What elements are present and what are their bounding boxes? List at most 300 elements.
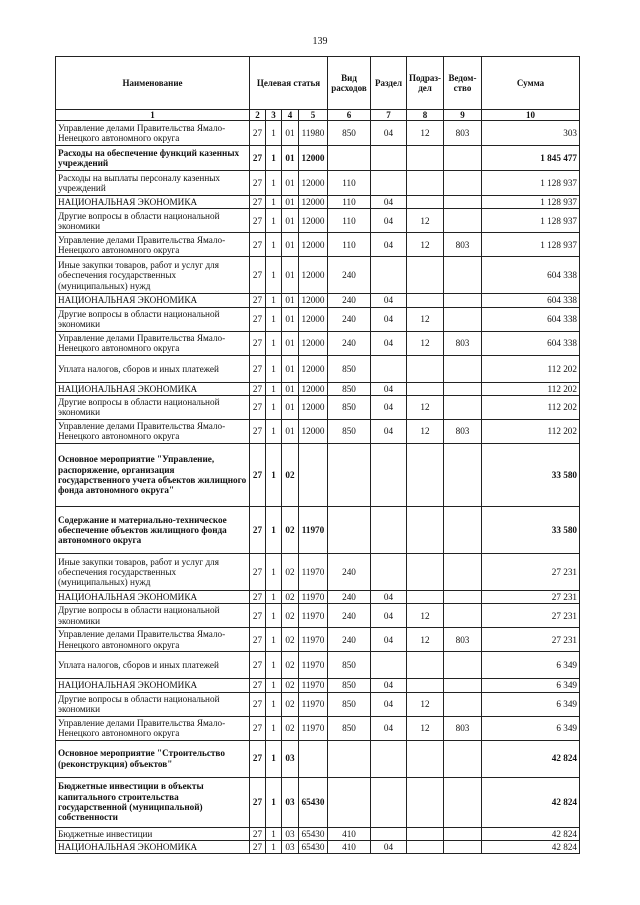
table-row <box>56 233 580 257</box>
row-cell-subprogram: 1 <box>266 257 282 294</box>
row-cell-podrazdel <box>407 553 444 590</box>
row-cell-podrazdel <box>407 840 444 853</box>
row-cell-podrazdel <box>407 196 444 209</box>
row-cell-vedomstvo <box>444 590 482 603</box>
row-cell-vedomstvo: 803 <box>444 628 482 652</box>
row-cell-vedomstvo <box>444 740 482 777</box>
row-cell-subprogram: 1 <box>266 604 282 628</box>
table-row <box>56 679 580 692</box>
row-cell-razdel <box>371 171 407 196</box>
row-cell-event: 03 <box>282 840 299 853</box>
row-cell-program: 27 <box>250 506 266 553</box>
row-name-cell: Другие вопросы в области национальной экономики <box>56 604 250 628</box>
row-cell-vedomstvo <box>444 840 482 853</box>
row-cell-direction: 12000 <box>299 382 328 395</box>
table-row <box>56 257 580 294</box>
row-cell-program: 27 <box>250 716 266 740</box>
row-cell-summa: 112 202 <box>482 382 580 395</box>
col-number: 8 <box>407 110 444 121</box>
row-cell-podrazdel <box>407 382 444 395</box>
row-cell-program: 27 <box>250 233 266 257</box>
row-cell-program: 27 <box>250 604 266 628</box>
table-row <box>56 652 580 679</box>
row-cell-razdel: 04 <box>371 419 407 443</box>
row-cell-direction: 11980 <box>299 121 328 146</box>
row-cell-direction: 12000 <box>299 171 328 196</box>
table-row <box>56 355 580 382</box>
table-row <box>56 604 580 628</box>
table-row <box>56 331 580 355</box>
table-body <box>56 121 580 854</box>
row-cell-vedomstvo: 803 <box>444 419 482 443</box>
row-cell-vedomstvo <box>444 553 482 590</box>
row-cell-vedomstvo <box>444 355 482 382</box>
row-name-cell: Основное мероприятие "Строительство (реконструкция) объектов" <box>56 740 250 777</box>
row-cell-direction: 11970 <box>299 604 328 628</box>
row-cell-vid: 240 <box>328 604 371 628</box>
row-cell-program: 27 <box>250 652 266 679</box>
row-cell-razdel <box>371 443 407 506</box>
row-cell-podrazdel: 12 <box>407 692 444 716</box>
table-row <box>56 121 580 146</box>
row-name-cell: НАЦИОНАЛЬНАЯ ЭКОНОМИКА <box>56 382 250 395</box>
row-cell-vid: 110 <box>328 171 371 196</box>
table-row <box>56 716 580 740</box>
row-cell-summa: 33 580 <box>482 506 580 553</box>
row-cell-subprogram: 1 <box>266 652 282 679</box>
row-cell-subprogram: 1 <box>266 628 282 652</box>
col-header-razdel: Раздел <box>371 57 407 110</box>
row-cell-podrazdel <box>407 257 444 294</box>
row-cell-vid: 240 <box>328 590 371 603</box>
row-cell-event: 01 <box>282 233 299 257</box>
row-cell-vedomstvo <box>444 443 482 506</box>
table-row <box>56 827 580 840</box>
row-cell-podrazdel: 12 <box>407 395 444 419</box>
row-cell-vid: 240 <box>328 331 371 355</box>
row-cell-vid <box>328 740 371 777</box>
row-cell-summa: 1 128 937 <box>482 196 580 209</box>
row-cell-direction: 65430 <box>299 840 328 853</box>
row-cell-podrazdel <box>407 740 444 777</box>
row-cell-subprogram: 1 <box>266 590 282 603</box>
row-cell-vid: 240 <box>328 628 371 652</box>
row-cell-summa: 6 349 <box>482 692 580 716</box>
row-cell-razdel: 04 <box>371 209 407 233</box>
row-cell-podrazdel <box>407 652 444 679</box>
row-name-cell: Уплата налогов, сборов и иных платежей <box>56 652 250 679</box>
row-name-cell: Другие вопросы в области национальной экономики <box>56 692 250 716</box>
row-cell-vedomstvo <box>444 171 482 196</box>
row-cell-podrazdel <box>407 590 444 603</box>
row-cell-direction: 12000 <box>299 146 328 171</box>
row-cell-vedomstvo <box>444 146 482 171</box>
col-number: 2 <box>250 110 266 121</box>
row-cell-direction: 12000 <box>299 209 328 233</box>
row-cell-program: 27 <box>250 553 266 590</box>
row-cell-program: 27 <box>250 590 266 603</box>
row-cell-vid: 240 <box>328 294 371 307</box>
row-cell-podrazdel <box>407 777 444 827</box>
row-cell-program: 27 <box>250 196 266 209</box>
col-number: 9 <box>444 110 482 121</box>
table-row <box>56 443 580 506</box>
row-cell-subprogram: 1 <box>266 679 282 692</box>
row-cell-event: 03 <box>282 777 299 827</box>
row-cell-podrazdel: 12 <box>407 716 444 740</box>
row-name-cell: Управление делами Правительства Ямало-Ненецкого автономного округа <box>56 331 250 355</box>
row-cell-podrazdel <box>407 443 444 506</box>
row-cell-razdel <box>371 553 407 590</box>
row-cell-subprogram: 1 <box>266 506 282 553</box>
table-row <box>56 628 580 652</box>
row-cell-event: 01 <box>282 121 299 146</box>
row-cell-program: 27 <box>250 827 266 840</box>
row-cell-podrazdel: 12 <box>407 331 444 355</box>
row-cell-vid: 410 <box>328 840 371 853</box>
row-cell-razdel: 04 <box>371 590 407 603</box>
row-cell-event: 02 <box>282 652 299 679</box>
row-cell-program: 27 <box>250 395 266 419</box>
row-name-cell: Управление делами Правительства Ямало-Ненецкого автономного округа <box>56 419 250 443</box>
row-cell-direction: 11970 <box>299 553 328 590</box>
table-row <box>56 307 580 331</box>
row-cell-vedomstvo <box>444 294 482 307</box>
row-cell-program: 27 <box>250 257 266 294</box>
row-cell-event: 01 <box>282 395 299 419</box>
row-cell-summa: 6 349 <box>482 716 580 740</box>
row-cell-subprogram: 1 <box>266 840 282 853</box>
row-cell-vedomstvo <box>444 307 482 331</box>
row-cell-subprogram: 1 <box>266 777 282 827</box>
row-cell-vid: 110 <box>328 196 371 209</box>
row-name-cell: Управление делами Правительства Ямало-Ненецкого автономного округа <box>56 716 250 740</box>
row-cell-podrazdel <box>407 506 444 553</box>
col-number: 4 <box>282 110 299 121</box>
row-cell-program: 27 <box>250 382 266 395</box>
row-cell-direction: 11970 <box>299 628 328 652</box>
row-cell-podrazdel: 12 <box>407 604 444 628</box>
row-cell-vedomstvo <box>444 395 482 419</box>
row-cell-event: 01 <box>282 209 299 233</box>
row-cell-razdel: 04 <box>371 121 407 146</box>
row-cell-razdel <box>371 146 407 171</box>
row-cell-summa: 112 202 <box>482 395 580 419</box>
table-row <box>56 146 580 171</box>
row-cell-program: 27 <box>250 171 266 196</box>
row-cell-event: 01 <box>282 171 299 196</box>
row-name-cell: Основное мероприятие "Управление, распоряжение, организация государственного учета объектов жилищного фонда автономного округа" <box>56 443 250 506</box>
row-name-cell: Управление делами Правительства Ямало-Ненецкого автономного округа <box>56 121 250 146</box>
row-cell-event: 01 <box>282 196 299 209</box>
row-cell-razdel: 04 <box>371 679 407 692</box>
row-cell-vedomstvo <box>444 777 482 827</box>
table-row <box>56 590 580 603</box>
header-row <box>56 57 580 110</box>
row-cell-program: 27 <box>250 209 266 233</box>
row-cell-vedomstvo <box>444 506 482 553</box>
row-cell-direction <box>299 740 328 777</box>
row-cell-razdel: 04 <box>371 307 407 331</box>
row-cell-podrazdel: 12 <box>407 307 444 331</box>
row-cell-vid: 850 <box>328 652 371 679</box>
row-cell-subprogram: 1 <box>266 196 282 209</box>
table-row <box>56 395 580 419</box>
row-name-cell: Расходы на обеспечение функций казенных учреждений <box>56 146 250 171</box>
row-cell-event: 02 <box>282 692 299 716</box>
row-name-cell: НАЦИОНАЛЬНАЯ ЭКОНОМИКА <box>56 590 250 603</box>
row-cell-razdel <box>371 740 407 777</box>
row-cell-program: 27 <box>250 355 266 382</box>
col-header-vedomstvo: Ведом-ство <box>444 57 482 110</box>
row-cell-razdel: 04 <box>371 716 407 740</box>
row-cell-summa: 112 202 <box>482 419 580 443</box>
column-number-row <box>56 110 580 121</box>
row-cell-podrazdel: 12 <box>407 628 444 652</box>
row-cell-subprogram: 1 <box>266 827 282 840</box>
row-cell-direction: 12000 <box>299 233 328 257</box>
row-cell-event: 03 <box>282 827 299 840</box>
col-header-target: Целевая статья <box>250 57 328 110</box>
row-cell-summa: 604 338 <box>482 331 580 355</box>
row-cell-direction: 65430 <box>299 777 328 827</box>
row-cell-event: 01 <box>282 331 299 355</box>
row-cell-vid: 850 <box>328 692 371 716</box>
row-cell-podrazdel <box>407 294 444 307</box>
row-cell-direction: 11970 <box>299 679 328 692</box>
row-cell-event: 01 <box>282 146 299 171</box>
row-cell-razdel: 04 <box>371 604 407 628</box>
col-header-name: Наименование <box>56 57 250 110</box>
row-cell-summa: 27 231 <box>482 628 580 652</box>
row-cell-vedomstvo <box>444 257 482 294</box>
row-cell-summa: 1 128 937 <box>482 171 580 196</box>
row-name-cell: Расходы на выплаты персоналу казенных учреждений <box>56 171 250 196</box>
row-cell-program: 27 <box>250 294 266 307</box>
row-cell-program: 27 <box>250 740 266 777</box>
row-cell-podrazdel: 12 <box>407 419 444 443</box>
row-cell-vedomstvo <box>444 209 482 233</box>
row-cell-subprogram: 1 <box>266 419 282 443</box>
row-cell-program: 27 <box>250 146 266 171</box>
row-cell-subprogram: 1 <box>266 121 282 146</box>
row-cell-subprogram: 1 <box>266 331 282 355</box>
row-cell-summa: 42 824 <box>482 827 580 840</box>
row-cell-program: 27 <box>250 307 266 331</box>
row-cell-summa: 6 349 <box>482 679 580 692</box>
row-name-cell: Бюджетные инвестиции в объекты капитального строительства государственной (муниципальной) собственности <box>56 777 250 827</box>
row-cell-vedomstvo: 803 <box>444 121 482 146</box>
row-cell-subprogram: 1 <box>266 382 282 395</box>
table-row <box>56 196 580 209</box>
table-row <box>56 553 580 590</box>
table-row <box>56 506 580 553</box>
row-name-cell: Бюджетные инвестиции <box>56 827 250 840</box>
row-cell-direction: 11970 <box>299 692 328 716</box>
row-cell-podrazdel: 12 <box>407 121 444 146</box>
row-name-cell: Иные закупки товаров, работ и услуг для обеспечения государственных (муниципальных) нужд <box>56 257 250 294</box>
row-cell-subprogram: 1 <box>266 233 282 257</box>
row-cell-subprogram: 1 <box>266 740 282 777</box>
row-cell-summa: 604 338 <box>482 294 580 307</box>
row-cell-event: 01 <box>282 419 299 443</box>
row-name-cell: Другие вопросы в области национальной экономики <box>56 395 250 419</box>
table-row <box>56 692 580 716</box>
col-number: 10 <box>482 110 580 121</box>
row-cell-event: 02 <box>282 628 299 652</box>
row-cell-razdel: 04 <box>371 692 407 716</box>
table-row <box>56 840 580 853</box>
row-cell-razdel: 04 <box>371 196 407 209</box>
row-cell-vedomstvo: 803 <box>444 716 482 740</box>
row-cell-summa: 42 824 <box>482 840 580 853</box>
row-cell-summa: 1 845 477 <box>482 146 580 171</box>
page-number: 139 <box>312 36 328 47</box>
row-cell-vid: 850 <box>328 121 371 146</box>
row-cell-summa: 604 338 <box>482 307 580 331</box>
row-cell-direction: 11970 <box>299 506 328 553</box>
table-row <box>56 294 580 307</box>
row-cell-direction: 12000 <box>299 294 328 307</box>
row-cell-vid: 240 <box>328 257 371 294</box>
col-header-podrazdel: Подраз-дел <box>407 57 444 110</box>
row-cell-subprogram: 1 <box>266 146 282 171</box>
row-cell-razdel <box>371 827 407 840</box>
row-cell-program: 27 <box>250 679 266 692</box>
row-cell-subprogram: 1 <box>266 692 282 716</box>
row-cell-direction <box>299 443 328 506</box>
row-cell-direction: 12000 <box>299 395 328 419</box>
row-cell-subprogram: 1 <box>266 443 282 506</box>
row-cell-subprogram: 1 <box>266 716 282 740</box>
row-cell-razdel <box>371 257 407 294</box>
table-row <box>56 419 580 443</box>
row-cell-podrazdel <box>407 355 444 382</box>
row-cell-razdel: 04 <box>371 233 407 257</box>
row-cell-summa: 1 128 937 <box>482 209 580 233</box>
row-cell-program: 27 <box>250 331 266 355</box>
row-name-cell: Содержание и материально-техническое обеспечение объектов жилищного фонда автономного округа <box>56 506 250 553</box>
row-cell-podrazdel: 12 <box>407 233 444 257</box>
table-row <box>56 382 580 395</box>
row-cell-program: 27 <box>250 628 266 652</box>
row-cell-vedomstvo <box>444 382 482 395</box>
row-cell-vid <box>328 146 371 171</box>
row-cell-razdel: 04 <box>371 840 407 853</box>
row-cell-program: 27 <box>250 692 266 716</box>
row-cell-program: 27 <box>250 443 266 506</box>
row-cell-direction: 12000 <box>299 307 328 331</box>
row-cell-vid: 850 <box>328 395 371 419</box>
row-cell-vid: 240 <box>328 553 371 590</box>
row-cell-razdel <box>371 777 407 827</box>
row-cell-podrazdel <box>407 146 444 171</box>
row-cell-vedomstvo <box>444 827 482 840</box>
row-cell-vedomstvo: 803 <box>444 331 482 355</box>
row-name-cell: Иные закупки товаров, работ и услуг для обеспечения государственных (муниципальных) нужд <box>56 553 250 590</box>
row-name-cell: Другие вопросы в области национальной экономики <box>56 307 250 331</box>
table-row <box>56 740 580 777</box>
col-number: 5 <box>299 110 328 121</box>
row-cell-subprogram: 1 <box>266 307 282 331</box>
row-name-cell: Уплата налогов, сборов и иных платежей <box>56 355 250 382</box>
row-cell-direction: 12000 <box>299 331 328 355</box>
table-row <box>56 209 580 233</box>
row-cell-subprogram: 1 <box>266 553 282 590</box>
budget-table <box>55 56 580 854</box>
row-cell-vid <box>328 777 371 827</box>
row-cell-razdel: 04 <box>371 395 407 419</box>
row-cell-event: 02 <box>282 590 299 603</box>
row-cell-program: 27 <box>250 121 266 146</box>
row-cell-razdel: 04 <box>371 331 407 355</box>
row-cell-podrazdel <box>407 171 444 196</box>
row-name-cell: Другие вопросы в области национальной экономики <box>56 209 250 233</box>
row-cell-vid: 410 <box>328 827 371 840</box>
row-cell-razdel: 04 <box>371 628 407 652</box>
row-name-cell: Управление делами Правительства Ямало-Ненецкого автономного округа <box>56 628 250 652</box>
row-cell-vedomstvo <box>444 652 482 679</box>
row-cell-event: 01 <box>282 382 299 395</box>
row-name-cell: НАЦИОНАЛЬНАЯ ЭКОНОМИКА <box>56 196 250 209</box>
row-cell-vedomstvo <box>444 692 482 716</box>
row-cell-summa: 42 824 <box>482 740 580 777</box>
row-cell-direction: 12000 <box>299 355 328 382</box>
row-cell-vedomstvo <box>444 604 482 628</box>
row-cell-direction: 12000 <box>299 257 328 294</box>
row-cell-event: 02 <box>282 716 299 740</box>
row-cell-direction: 11970 <box>299 652 328 679</box>
row-cell-event: 02 <box>282 604 299 628</box>
row-cell-direction: 65430 <box>299 827 328 840</box>
row-name-cell: НАЦИОНАЛЬНАЯ ЭКОНОМИКА <box>56 840 250 853</box>
row-name-cell: Управление делами Правительства Ямало-Ненецкого автономного округа <box>56 233 250 257</box>
row-cell-summa: 112 202 <box>482 355 580 382</box>
row-cell-summa: 27 231 <box>482 604 580 628</box>
row-cell-subprogram: 1 <box>266 294 282 307</box>
row-cell-summa: 27 231 <box>482 553 580 590</box>
row-cell-summa: 42 824 <box>482 777 580 827</box>
row-cell-razdel <box>371 506 407 553</box>
row-cell-vid: 240 <box>328 307 371 331</box>
row-cell-podrazdel <box>407 827 444 840</box>
row-cell-subprogram: 1 <box>266 209 282 233</box>
table-row <box>56 777 580 827</box>
row-cell-subprogram: 1 <box>266 395 282 419</box>
row-cell-summa: 1 128 937 <box>482 233 580 257</box>
row-cell-vid: 850 <box>328 716 371 740</box>
row-cell-event: 02 <box>282 443 299 506</box>
row-cell-vid: 110 <box>328 233 371 257</box>
row-cell-event: 01 <box>282 257 299 294</box>
col-header-vid: Вид расходов <box>328 57 371 110</box>
col-header-summa: Сумма <box>482 57 580 110</box>
row-cell-direction: 12000 <box>299 419 328 443</box>
row-cell-program: 27 <box>250 840 266 853</box>
row-cell-summa: 33 580 <box>482 443 580 506</box>
col-number: 6 <box>328 110 371 121</box>
row-name-cell: НАЦИОНАЛЬНАЯ ЭКОНОМИКА <box>56 679 250 692</box>
row-cell-vid <box>328 506 371 553</box>
row-cell-event: 02 <box>282 506 299 553</box>
row-cell-program: 27 <box>250 777 266 827</box>
col-number: 1 <box>56 110 250 121</box>
row-cell-vid: 850 <box>328 419 371 443</box>
row-cell-vedomstvo: 803 <box>444 233 482 257</box>
row-cell-direction: 11970 <box>299 590 328 603</box>
row-cell-subprogram: 1 <box>266 355 282 382</box>
col-number: 3 <box>266 110 282 121</box>
